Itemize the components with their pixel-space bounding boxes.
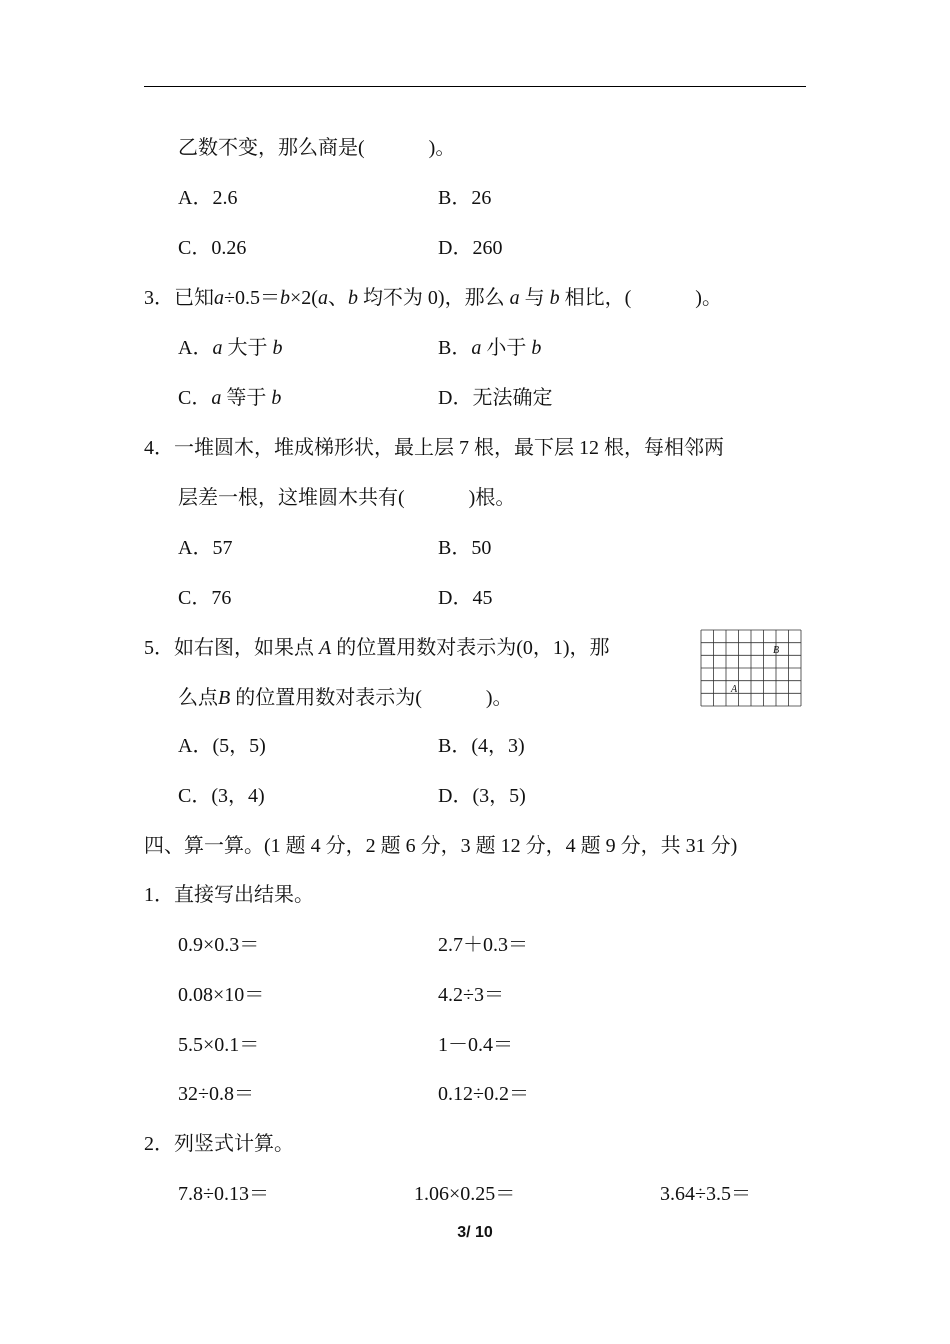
q4-option-b: B．50 <box>438 537 492 559</box>
option-text: 大于 <box>227 337 268 359</box>
grid-point-b: B <box>773 645 780 656</box>
var-b: b <box>549 287 560 309</box>
option-prefix: B． <box>438 337 472 359</box>
var-b: b <box>279 287 290 309</box>
q2-option-d: D．260 <box>438 237 503 259</box>
s4-q2-title: 2．列竖式计算。 <box>144 1133 294 1155</box>
calc-item: 5.5×0.1＝ <box>178 1034 260 1056</box>
vertical-calc-item: 1.06×0.25＝ <box>414 1183 516 1205</box>
q4-option-a: A．57 <box>178 537 233 559</box>
q5-option-b: B．(4，3) <box>438 735 525 757</box>
calc-item: 1－0.4＝ <box>438 1034 513 1056</box>
option-text: 小于 <box>486 337 527 359</box>
grid-point-a: A <box>731 684 738 695</box>
q5-option-a: A．(5，5) <box>178 735 266 757</box>
q3-option-b <box>438 334 541 362</box>
q5-stem-line2 <box>178 684 513 712</box>
q4-stem-line1: 4．一堆圆木，堆成梯形状，最上层 7 根，最下层 12 根，每相邻两 <box>144 437 724 459</box>
option-prefix: C． <box>178 387 212 409</box>
q3-num: 3．已知 <box>144 287 214 309</box>
q4-stem-close: )根。 <box>468 487 516 509</box>
vertical-calc-item: 3.64÷3.5＝ <box>660 1183 751 1205</box>
q5-text: 么点 <box>178 687 218 709</box>
coordinate-grid-figure <box>700 629 802 707</box>
calc-item: 0.12÷0.2＝ <box>438 1083 529 1105</box>
calc-item: 0.08×10＝ <box>178 984 265 1006</box>
var-a: a <box>214 287 224 309</box>
vertical-calc-item: 7.8÷0.13＝ <box>178 1183 269 1205</box>
q5-text: 的位置用数对表示为(0，1)，那 <box>336 637 610 659</box>
q3-expr2: ×2( <box>289 287 318 309</box>
page-number: 3/ 10 <box>457 1224 493 1241</box>
var-a: a <box>211 387 222 409</box>
q2-stem-tail <box>178 134 455 162</box>
q4-option-d: D．45 <box>438 587 493 609</box>
q2-option-b: B．26 <box>438 187 492 209</box>
q3-option-a <box>178 334 282 362</box>
q5-text: 的位置用数对表示为( <box>235 687 422 709</box>
q2-option-a: A．2.6 <box>178 187 238 209</box>
grid-lines <box>701 630 801 706</box>
q3-sep: 、 <box>327 287 348 309</box>
point-a-label: A <box>319 637 332 659</box>
q3-option-d: D．无法确定 <box>438 387 553 409</box>
q3-close: )。 <box>695 287 722 309</box>
calc-item: 4.2÷3＝ <box>438 984 504 1006</box>
q3-option-c <box>178 384 281 412</box>
q2-stem-text: 乙数不变，那么商是( <box>178 137 365 159</box>
q4-stem-text: 层差一根，这堆圆木共有( <box>178 487 405 509</box>
q5-option-c: C．(3，4) <box>178 785 265 807</box>
var-b: b <box>347 287 358 309</box>
q3-stem <box>144 284 722 312</box>
q4-option-c: C．76 <box>178 587 232 609</box>
point-b-label: B <box>218 687 231 709</box>
q5-option-d: D．(3，5) <box>438 785 526 807</box>
q5-stem-line1 <box>144 634 610 662</box>
header-rule <box>144 86 806 87</box>
s4-q1-title: 1．直接写出结果。 <box>144 884 314 906</box>
var-b: b <box>272 337 283 359</box>
var-a: a <box>471 337 482 359</box>
q5-close: )。 <box>485 687 513 709</box>
section-4-title: 四、算一算。(1 题 4 分，2 题 6 分，3 题 12 分，4 题 9 分，共 31 分) <box>144 835 738 857</box>
q3-tail: 相比，( <box>564 287 632 309</box>
q3-expr3: 均不为 0)，那么 <box>362 287 505 309</box>
calc-item: 32÷0.8＝ <box>178 1083 254 1105</box>
q2-stem-close: )。 <box>428 137 456 159</box>
calc-item: 0.9×0.3＝ <box>178 934 260 956</box>
option-prefix: A． <box>178 337 213 359</box>
var-b: b <box>531 337 542 359</box>
q2-option-c: C．0.26 <box>178 237 247 259</box>
calc-item: 2.7＋0.3＝ <box>438 934 528 956</box>
q3-expr1: ÷0.5＝ <box>224 287 280 309</box>
var-a: a <box>509 287 520 309</box>
q4-stem-line2 <box>178 484 515 512</box>
q3-mid: 与 <box>524 287 545 309</box>
q5-text: 5．如右图，如果点 <box>144 637 314 659</box>
var-a: a <box>212 337 223 359</box>
option-text: 等于 <box>226 387 267 409</box>
var-b: b <box>271 387 282 409</box>
var-a: a <box>317 287 328 309</box>
